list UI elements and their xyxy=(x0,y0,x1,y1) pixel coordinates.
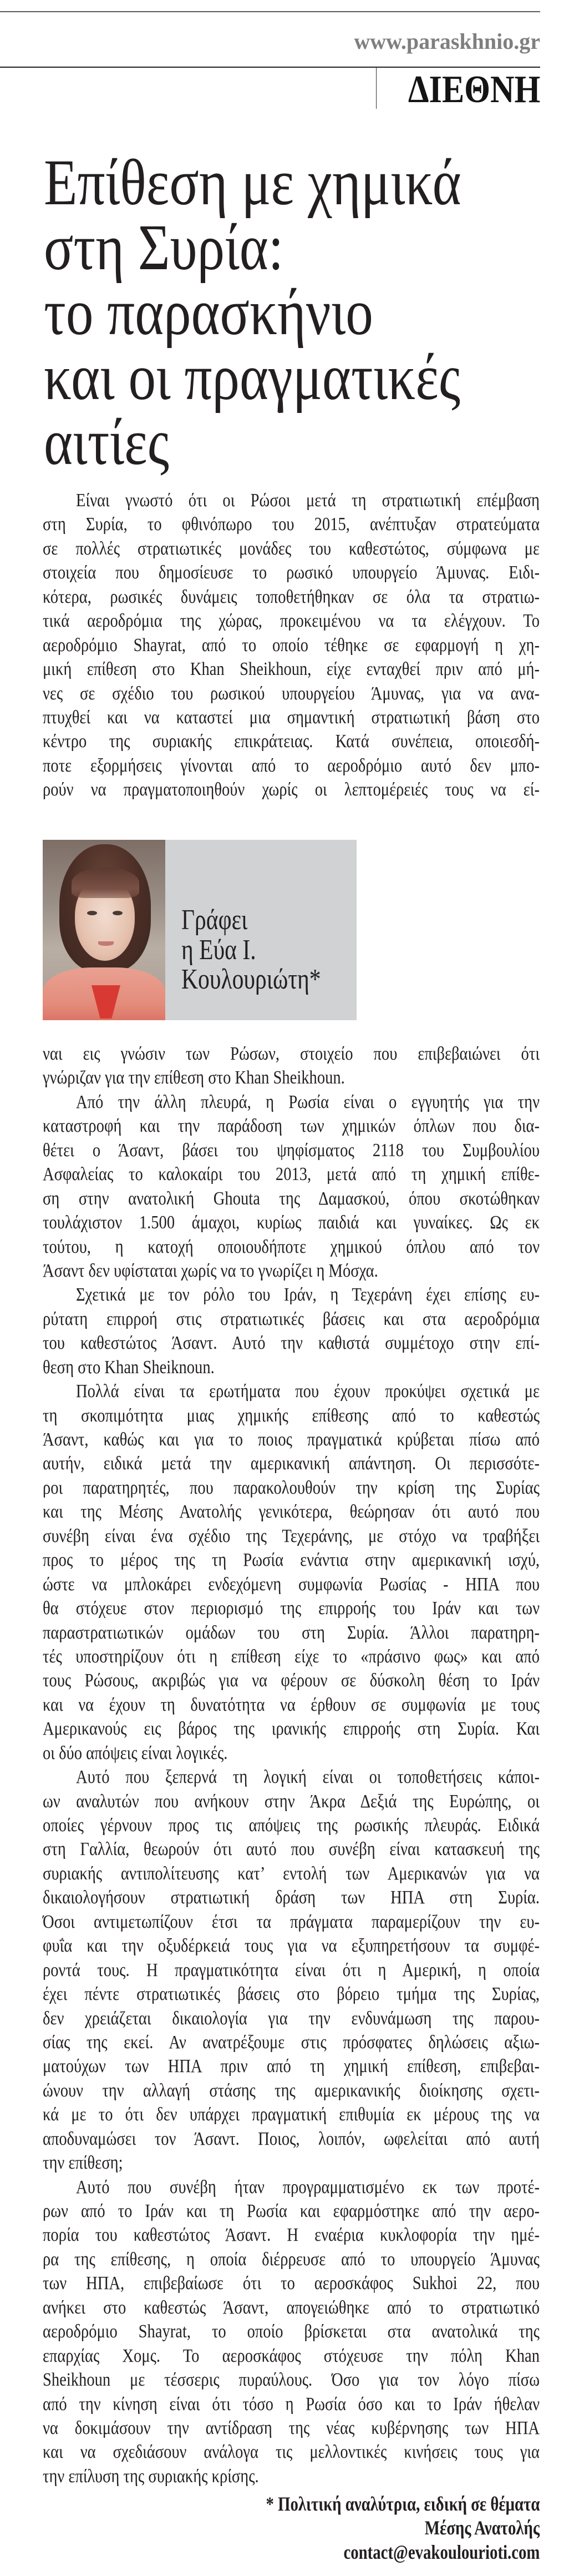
text-line xyxy=(43,512,540,536)
text-line-content: μική επίθεση στο Khan Sheikhoun, είχε ενταχθεί πριν από μή- xyxy=(43,659,540,680)
text-line-content: αεροδρόμιο Shayrat, από το οποίο τέθηκε σε εφαρμογή η χη- xyxy=(43,634,540,656)
text-line-content: Ασφαλείας το καλοκαίρι του 2013, μετά από τη χημική επίθε- xyxy=(43,1164,540,1185)
text-line xyxy=(43,1572,540,1596)
text-line xyxy=(43,2175,540,2199)
signature-line xyxy=(197,2516,540,2540)
text-line xyxy=(43,2296,540,2320)
text-line xyxy=(43,1259,540,1283)
text-line-content: από την κίνηση είναι ότι τόσο η Ρωσία όσο και το Ιράν ήθελαν xyxy=(43,2393,540,2414)
text-line-content: Άσαντ δεν υφίσταται χωρίς να το γνωρίζει η Μόσχα. xyxy=(43,1260,378,1281)
text-line xyxy=(43,2271,540,2295)
text-line-content: σίας της εκεί. Αν ανατρέξουμε στις πρόσφατες δηλώσεις αξιω- xyxy=(43,2031,540,2053)
article-body-bottom xyxy=(43,1042,540,2488)
text-line-content: αποδυναμώσει τον Άσαντ. Ποιος, λοιπόν, ωφελείται από αυτή xyxy=(43,2128,540,2149)
text-line xyxy=(43,682,540,705)
text-line xyxy=(43,1042,540,1066)
text-line xyxy=(43,1066,540,1090)
text-line-content: του καθεστώτος Άσαντ. Αυτό την καθιστά συμμέτοχο στην επί- xyxy=(43,1333,540,1354)
text-line xyxy=(43,729,540,753)
text-line-content: τούτου, η κατοχή οποιουδήποτε χημικού όπλου από τον xyxy=(43,1236,540,1257)
section-divider xyxy=(376,68,377,109)
text-line-content: ώνουν την αλλαγή στάσης της αμερικανικής διοίκησης σχετι- xyxy=(43,2080,540,2101)
text-line xyxy=(43,1837,540,1861)
text-line xyxy=(43,2320,540,2343)
title-line-text: το παρασκήνιο xyxy=(44,276,373,349)
byline-line xyxy=(181,905,353,935)
text-line-content: πορία του καθεστώτος Άσαντ. Η εναέρια κυκλοφορία την ημέ- xyxy=(43,2225,540,2246)
text-line-content: και να έχουν τη δυνατότητα να έρθουν σε συμφωνία με τους xyxy=(43,1694,540,1715)
signature-region: Μέσης Ανατολής xyxy=(424,2517,540,2539)
text-line-content: δεν χρειάζεται δικαιολογία για την ενδυνάμωση της παρου- xyxy=(43,2008,540,2029)
byline-line xyxy=(181,935,353,965)
text-line-content: Αυτό που ξεπερνά τη λογική είναι οι τοποθετήσεις κάποι- xyxy=(76,1767,540,1788)
text-line-content: σε πολλές στρατιωτικές μονάδες του καθεστώτος, σύμφωνα με xyxy=(43,538,540,559)
photo-bangs xyxy=(72,868,139,898)
text-line xyxy=(43,1910,540,1934)
text-line-content: την επίθεση; xyxy=(43,2152,123,2174)
text-line xyxy=(43,1717,540,1741)
text-line xyxy=(43,657,540,681)
text-line xyxy=(43,1235,540,1259)
text-line-content: στη Συρία, το φθινόπωρο του 2015, ανέπτυξαν στρατεύματα xyxy=(43,514,540,535)
title-line xyxy=(44,341,565,414)
text-line-content: ναι εις γνώσιν των Ρώσων, στοιχείο που επιβεβαιώνει ότι xyxy=(43,1043,540,1064)
text-line-content: οποίες γέρνουν προς τις απόψεις της ρωσικής πλευράς. Ειδικά xyxy=(43,1815,540,1836)
text-line-content: κά με το ότι δεν υπάρχει πραγματική επιθυμία εκ μέρους της να xyxy=(43,2104,540,2125)
photo-eye xyxy=(87,911,97,915)
text-line-content: στοιχεία που δημοσίευσε το ρωσικό υπουργείο Άμυνας. Ειδι- xyxy=(43,562,540,583)
text-line-content: να δοκιμάσουν την αντίδραση της νέας κυβέρνησης των ΗΠΑ xyxy=(43,2417,540,2438)
text-line xyxy=(43,2368,540,2392)
byline-writes: Γράφει xyxy=(181,904,248,936)
byline-text xyxy=(181,905,353,995)
byline-author-last: Κουλουριώτη* xyxy=(181,964,321,995)
text-line-content: επαρχίας Χομς. Το αεροσκάφος στόχευσε την πόλη Khan xyxy=(43,2345,540,2366)
text-line xyxy=(43,1138,540,1162)
paragraph xyxy=(43,1379,540,1765)
text-line xyxy=(43,2127,540,2151)
text-line-content: ρύτατη επιρροή στις στρατιωτικές βάσεις και στα αεροδρόμια xyxy=(43,1308,540,1329)
text-line-content: και της Μέσης Ανατολής γενικότερα, θεώρησαν ότι αυτό που xyxy=(43,1501,540,1523)
text-line-content: τη σκοπιμότητα μιας χημικής επίθεσης από το καθεστώς xyxy=(43,1405,540,1426)
text-line xyxy=(43,1982,540,2006)
text-line-content: ροι παρατηρητές, που παρακολουθούν την κρίση της Συρίας xyxy=(43,1477,540,1498)
byline-line xyxy=(181,965,353,995)
text-line xyxy=(43,2103,540,2126)
text-line xyxy=(43,1645,540,1668)
text-line xyxy=(43,633,540,657)
text-line xyxy=(43,1765,540,1789)
text-line xyxy=(43,2030,540,2054)
text-line xyxy=(43,2007,540,2030)
article-body-top xyxy=(43,488,540,802)
text-line xyxy=(43,1813,540,1837)
text-line-content: Πολλά είναι τα ερωτήματα που έχουν προκύψει σχετικά με xyxy=(76,1381,540,1402)
title-line xyxy=(44,406,565,478)
text-line-content: τές υποστηρίζουν ότι η επίθεση είχε το «πράσινο φως» και από xyxy=(43,1646,540,1667)
text-line xyxy=(43,754,540,778)
text-line-content: ρούν να πραγματοποιηθούν χωρίς οι λεπτομέρειές τους να εί- xyxy=(43,779,540,800)
paragraph xyxy=(43,488,540,802)
text-line xyxy=(43,1621,540,1645)
text-line xyxy=(43,2247,540,2271)
text-line xyxy=(43,1331,540,1355)
text-line-content: Σχετικά με τον ρόλο του Ιράν, η Τεχεράνη έχει επίσης ευ- xyxy=(76,1284,540,1305)
text-line xyxy=(43,1934,540,1958)
text-line-content: των ΗΠΑ, επιβεβαίωσε ότι το αεροσκάφος Sukhoi 22, που xyxy=(43,2273,540,2294)
text-line-content: τους Ρώσους, ακριβώς για να φέρουν σε δύσκολη θέση το Ιράν xyxy=(43,1670,540,1691)
text-line xyxy=(43,537,540,561)
text-line xyxy=(43,609,540,633)
text-line-content: ων αναλυτών που ανήκουν στην Άκρα Δεξιά της Ευρώπης, οι xyxy=(43,1791,540,1812)
paragraph xyxy=(43,1090,540,1283)
text-line-content: ση στην ανατολική Ghouta της Δαμασκού, όπου σκοτώθηκαν xyxy=(43,1188,540,1209)
paragraph xyxy=(43,1042,540,1090)
text-line xyxy=(43,2440,540,2464)
text-line xyxy=(43,2416,540,2440)
title-line-text: στη Συρία: xyxy=(44,211,284,284)
text-line-content: θέτει ο Άσαντ, βάσει του ψηφίσματος 2118 του Συμβουλίου xyxy=(43,1140,540,1161)
title-line-text: αιτίες xyxy=(44,406,169,478)
paragraph xyxy=(43,1283,540,1379)
text-line xyxy=(43,1548,540,1572)
text-line xyxy=(43,1404,540,1428)
text-line xyxy=(43,1789,540,1813)
text-line-content: συριακής αντιπολίτευσης κατ’ εντολή των Αμερικανών για να xyxy=(43,1863,540,1884)
text-line xyxy=(43,2223,540,2247)
text-line xyxy=(43,2079,540,2103)
article-title xyxy=(44,146,565,478)
text-line xyxy=(43,1162,540,1186)
photo-mouth xyxy=(98,941,114,946)
text-line xyxy=(43,1211,540,1234)
text-line-content: στη Γαλλία, θεωρούν ότι αυτό που συνέβη είναι κατασκευή της xyxy=(43,1839,540,1860)
signature-role: * Πολιτική αναλύτρια, ειδική σε θέματα xyxy=(266,2493,540,2515)
title-line xyxy=(44,276,565,349)
text-line xyxy=(43,1668,540,1692)
text-line-content: συνέβη είναι ένα σχέδιο της Τεχεράνης, με στόχο να τραβήξει xyxy=(43,1525,540,1546)
signature-email[interactable]: contact@evakoulourioti.com xyxy=(343,2540,540,2563)
text-line-content: πτυχθεί και να καταστεί μια σημαντική στρατιωτική βάση στο xyxy=(43,707,540,728)
text-line-content: γνώριζαν για την επίθεση στο Khan Sheikhoun. xyxy=(43,1067,345,1088)
byline-box xyxy=(43,840,357,1020)
text-line-content: ροντά τους. Η πραγματικότητα είναι ότι η Αμερική, η οποία xyxy=(43,1959,540,1980)
photo-eye xyxy=(113,911,123,915)
text-line xyxy=(43,2344,540,2368)
author-signature xyxy=(197,2492,540,2564)
text-line xyxy=(43,1114,540,1138)
text-line-content: την επίλυση της συριακής κρίσης. xyxy=(43,2466,259,2487)
signature-line xyxy=(197,2492,540,2516)
text-line xyxy=(43,705,540,729)
section-label: ΔΙΕΘΝΗ xyxy=(408,68,540,111)
paragraph xyxy=(43,1765,540,2175)
text-line-content: τουλάχιστον 1.500 άμαχοι, κυρίως παιδιά και γυναίκες. Ως εκ xyxy=(43,1212,540,1233)
text-line xyxy=(43,1379,540,1403)
text-line-content: θα στόχευε στον περιορισμό της επιρροής του Ιράν και των xyxy=(43,1598,540,1619)
header-divider-rule xyxy=(0,67,540,68)
text-line xyxy=(43,2151,540,2175)
text-line-content: προς το μέρος της τη Ρωσία ενάντια στην αμερικανική ισχύ, xyxy=(43,1550,540,1571)
text-line-content: και να σχεδιάσουν ανάλογα τις μελλοντικές κινήσεις τους για xyxy=(43,2442,540,2463)
title-line xyxy=(44,146,565,219)
text-line-content: Αυτό που συνέβη ήταν προγραμματισμένο εκ των προτέ- xyxy=(76,2176,540,2197)
text-line-content: αεροδρόμιο Shayrat, το οποίο βρίσκεται στα ανατολικά της xyxy=(43,2321,540,2342)
text-line-content: ματούχων των ΗΠΑ πριν από τη χημική επίθεση, επιβεβαι- xyxy=(43,2056,540,2077)
text-line xyxy=(43,1741,540,1765)
text-line xyxy=(43,2392,540,2416)
text-line-content: καταστροφή και την παράδοση των χημικών όπλων που δια- xyxy=(43,1116,540,1137)
text-line xyxy=(43,2464,540,2488)
text-line xyxy=(43,1862,540,1886)
text-line-content: έχει πέντε στρατιωτικές βάσεις στο βόρειο τμήμα της Συρίας, xyxy=(43,1984,540,2005)
text-line xyxy=(43,1307,540,1331)
text-line xyxy=(43,2054,540,2078)
text-line-content: θεση στο Khan Sheiknoun. xyxy=(43,1357,215,1378)
text-line xyxy=(43,1886,540,1909)
author-photo xyxy=(43,840,165,1020)
text-line xyxy=(43,1596,540,1620)
text-line xyxy=(43,1500,540,1524)
text-line-content: αυτήν, ειδικά μετά την αμερικανική απάντηση. Οι περισσότε- xyxy=(43,1453,540,1474)
site-url[interactable]: www.paraskhnio.gr xyxy=(354,29,540,54)
text-line xyxy=(43,1693,540,1717)
text-line xyxy=(43,561,540,584)
text-line-content: φυΐα και την οξυδέρκειά τους για να εξυπηρετήσουν τα συμφέ- xyxy=(43,1935,540,1957)
text-line-content: Αμερικανούς εις βάρος της ιρανικής επιρροής στη Συρία. Και xyxy=(43,1718,540,1740)
text-line-content: Από την άλλη πλευρά, η Ρωσία είναι ο εγγυητής για την xyxy=(76,1091,540,1112)
text-line-content: ανήκει στο καθεστώς Άσαντ, απογειώθηκε από το στρατιωτικό xyxy=(43,2297,540,2318)
text-line xyxy=(43,1476,540,1500)
text-line-content: Άσαντ, καθώς και για το ποιος πραγματικά κρύβεται πίσω από xyxy=(43,1429,540,1450)
text-line-content: κότερα, ρωσικές δυνάμεις τοποθετήθηκαν σε όλα τα στρατιω- xyxy=(43,586,540,607)
text-line xyxy=(43,778,540,801)
text-line-content: ρα της επίθεσης, η οποία διέρρευσε από το υπουργείο Άμυνας xyxy=(43,2249,540,2270)
text-line-content: κέντρο της συριακής επικράτειας. Κατά συνέπεια, οποιεσδή- xyxy=(43,731,540,752)
text-line xyxy=(43,1958,540,1982)
text-line-content: Sheikhoun με τέσσερις πυραύλους. Όσο για τον λόγο πίσω xyxy=(43,2370,540,2391)
text-line xyxy=(43,1524,540,1548)
text-line-content: ώστε να μπλοκάρει ενδεχόμενη συμφωνία Ρωσίας - ΗΠΑ που xyxy=(43,1574,540,1595)
text-line-content: παραστρατιωτικών ομάδων του στη Συρία. Άλλοι παρατηρη- xyxy=(43,1622,540,1643)
title-line xyxy=(44,211,565,284)
text-line-content: Όσοι αντιμετωπίζουν έτσι τα πράγματα παραμερίζουν την ευ- xyxy=(43,1911,540,1932)
text-line-content: οι δύο απόψεις είναι λογικές. xyxy=(43,1742,228,1763)
byline-author-first: η Εύα Ι. xyxy=(181,934,256,966)
signature-line xyxy=(197,2540,540,2564)
text-line xyxy=(43,488,540,512)
title-line-text: και οι πραγματικές xyxy=(44,341,461,414)
text-line xyxy=(43,1187,540,1211)
text-line-content: ρων από το Ιράν και τη Ρωσία και εφαρμόστηκε από την αερο- xyxy=(43,2201,540,2221)
text-line-content: Είναι γνωστό ότι οι Ρώσοι μετά τη στρατιωτική επέμβαση xyxy=(76,490,540,511)
text-line xyxy=(43,1428,540,1451)
text-line-content: τικά αεροδρόμια της χώρας, προκειμένου να τα ελέγχουν. Το xyxy=(43,611,540,632)
text-line xyxy=(43,1283,540,1307)
title-line-text: Επίθεση με χημικά xyxy=(44,146,461,219)
text-line xyxy=(43,2199,540,2223)
paragraph xyxy=(43,2175,540,2489)
text-line-content: νες σε σχέδιο του ρωσικού υπουργείου Άμυνας, για να ανα- xyxy=(43,683,540,704)
text-line xyxy=(43,585,540,609)
text-line-content: ποτε εξορμήσεις γίνονται από το αεροδρόμιο αυτό δεν μπο- xyxy=(43,755,540,776)
text-line xyxy=(43,1451,540,1475)
text-line xyxy=(43,1090,540,1114)
text-line xyxy=(43,1355,540,1379)
text-line-content: δικαιολογήσουν στρατιωτική δράση των ΗΠΑ στη Συρία. xyxy=(43,1887,540,1908)
header-top-rule xyxy=(0,11,540,12)
